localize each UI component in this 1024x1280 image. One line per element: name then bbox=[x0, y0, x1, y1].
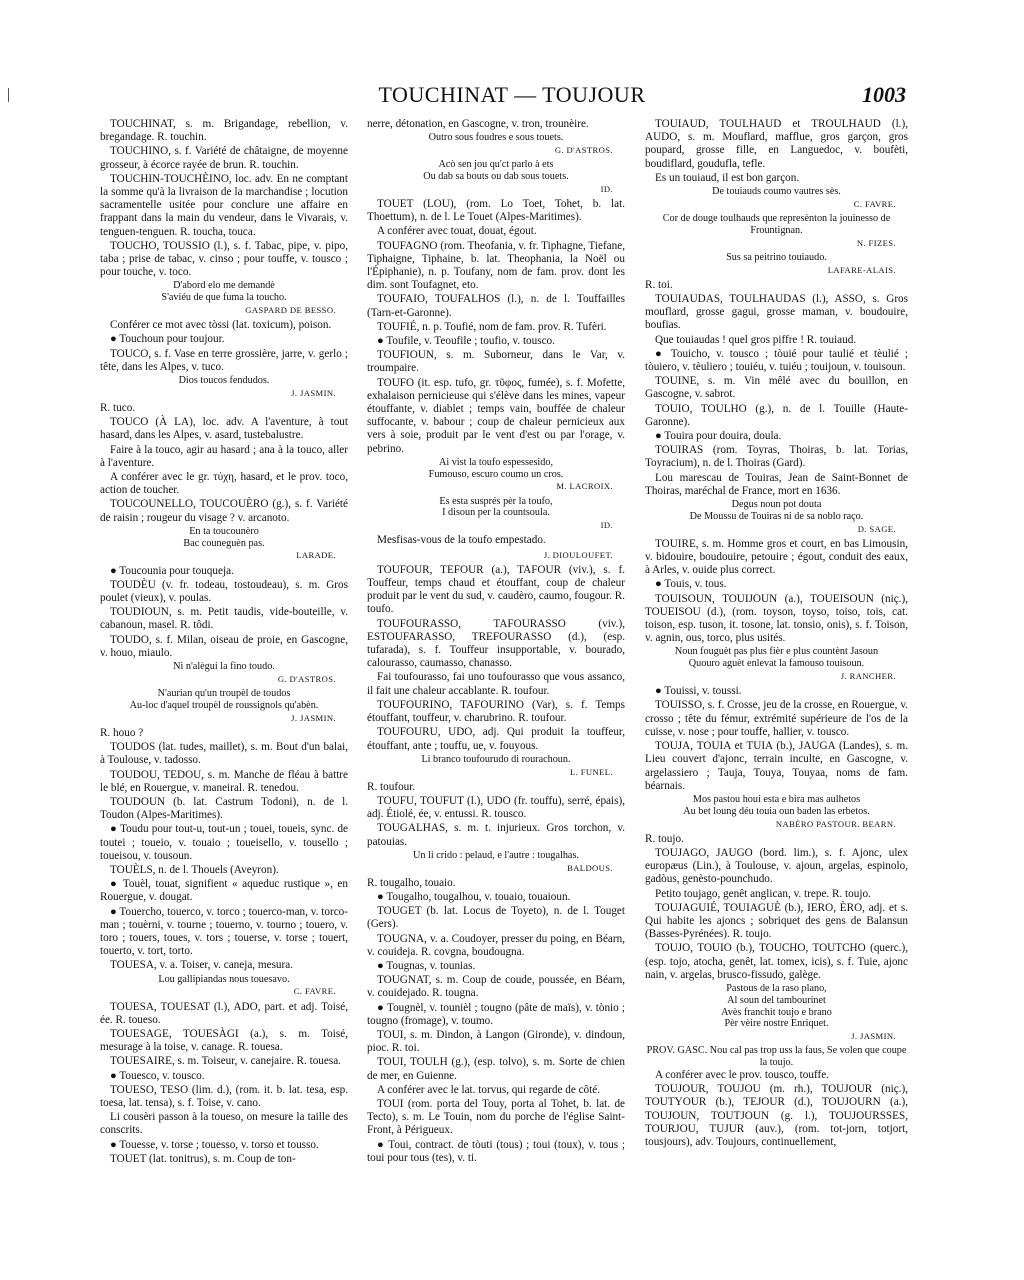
quotation-line: Avès franchit toujo e brano bbox=[721, 1006, 832, 1018]
column-2 bbox=[367, 118, 625, 1198]
quotation-attribution: J. JASMIN. bbox=[291, 387, 336, 398]
dictionary-entry: TOUFIOUN, s. m. Suborneur, dans le Var, v. troumpaire. bbox=[367, 349, 625, 375]
dictionary-entry: TOUJOUR, TOUJOU (m. rh.), TOUJOUR (niç.), TOUTYOUR (b.), TEJOUR (d.), TOUJOURN (a.), TOUJOUN, TOUTJOUN (g. l.), TOUJOURSSES, TOURJOU, TUJUR (auv.), (rom. tot-jorn, totjort, tousjours), adv. Toujours, continuellement, bbox=[645, 1083, 908, 1148]
dictionary-entry: TOUJO, TOUIO (b.), TOUCHO, TOUTCHO (querc.), (esp. tojo, atocha, genêt, lat. tomex, icis), s. f. Tuie, ajonc nain, v. argelas, brusco-fissudo, galège. bbox=[645, 942, 908, 981]
dictionary-entry: ● Touira pour douira, doula. bbox=[655, 430, 782, 443]
dictionary-entry: TOUFIÉ, n. p. Toufié, nom de fam. prov. R. Tufèri. bbox=[377, 320, 607, 333]
dictionary-entry: TOUDO, s. f. Milan, oiseau de proie, en Gascogne, v. houo, miaulo. bbox=[100, 633, 348, 659]
quotation-attribution: GASPARD DE BESSO. bbox=[245, 305, 336, 316]
dictionary-entry: TOUJA, TOUIA et TUIA (b.), JAUGA (Landes), s. m. Lieu couvert d'ajonc, terrain inculte, en Gascogne, v. argelassiero ; Tauja, Touya, Touyaa, noms de fam. béarnais. bbox=[645, 740, 908, 792]
dictionary-entry: ● Toui, contract. de tòuti (tous) ; toui (toux), v. tous ; toui pour tous (tes), v. ti. bbox=[367, 1138, 625, 1164]
quotation-attribution: BALDOUS. bbox=[567, 862, 613, 873]
dictionary-entry: ● Touercho, touerco, v. torco ; touerco-man, v. torco-man ; touèrni, v. tourne ; touerno, v. tourno ; touero, v. toro ; touers, toues, v. tors ; touerse, v. torse ; touert, touerto, v. tort, torto. bbox=[100, 905, 348, 958]
dictionary-entry: TOUET (LOU), (rom. Lo Toet, Tohet, b. lat. Thoettum), n. de l. Le Touet (Alpes-Maritimes). bbox=[367, 198, 625, 224]
dictionary-entry: ● Toudu pour tout-u, tout-un ; touei, toueis, sync. de toutei ; toueio, v. touaio ; toueisello, v. tousello ; toueisou, v. tousoun. bbox=[100, 823, 348, 862]
page-header bbox=[0, 82, 1024, 112]
quotation-attribution: G. D'ASTROS. bbox=[277, 673, 336, 684]
dictionary-entry: TOUI (rom. porta del Touy, porta al Tohet, b. lat. de Tecto), s. m. Le Touin, nom du porche de l'église Saint-Front, à Périgueux. bbox=[367, 1097, 625, 1137]
quotation-line: Dios toucos fendudos. bbox=[178, 375, 270, 387]
quotation-line: Sus sa peitrino touiaudo. bbox=[726, 251, 827, 263]
dictionary-entry: Es un touiaud, il est bon garçon. bbox=[655, 171, 800, 184]
dictionary-entry: R. houo ? bbox=[100, 726, 144, 739]
dictionary-entry: ● Toufile, v. Teoufile ; toufio, v. tousco. bbox=[377, 335, 555, 348]
quotation-attribution: LARADE. bbox=[296, 550, 336, 561]
quotation-attribution: N. FIZES. bbox=[856, 237, 896, 248]
dictionary-entry: TOUIAUD, TOULHAUD et TROULHAUD (l.), AUDO, s. m. Mouflard, mafflue, gros garçon, gros poupard, grosse fille, en Languedoc, v. boufèti, boudiflard, goudufla, tefle. bbox=[645, 118, 908, 170]
page-number: 1003 bbox=[862, 82, 906, 107]
quotation-line: De Moussu de Touiras ni de sa noblo raço. bbox=[689, 510, 864, 522]
dictionary-entry: TOUFO (it. esp. tufo, gr. τῦφος, fumée), s. f. Mofette, exhalaison pernicieuse qui s'élève dans les mines, vapeur étouffante, v. diablet ; temps vain, bouffée de chaleur suffocante, v. babour ; coup de chaleur pernicieux aux vers à soie, produit par le vent d'est ou par l'orage, v. pebrino. bbox=[367, 376, 625, 455]
dictionary-entry: A conférer avec le prov. tousco, touffe. bbox=[655, 1068, 829, 1081]
dictionary-entry: Faire à la touco, agir au hasard ; ana à la touco, aller à l'aventure. bbox=[100, 443, 348, 469]
dictionary-entry: R. tuco. bbox=[100, 402, 136, 415]
dictionary-entry: TOUFU, TOUFUT (l.), UDO (fr. touffu), serré, épais), adj. Étiolé, ée, v. entussi. R. tousco. bbox=[367, 794, 625, 821]
dictionary-entry: ● Touchoun pour toujour. bbox=[110, 333, 225, 346]
dictionary-entry: ● Touèl, touat, signifient « aqueduc rustique », en Rouergue, v. dougat. bbox=[100, 878, 348, 904]
dictionary-entry: TOUET (lat. tonitrus), s. m. Coup de ton- bbox=[110, 1152, 296, 1165]
quotation-line: Pèr vèire nostre Enriquet. bbox=[724, 1018, 829, 1030]
quotation-attribution: J. JASMIN. bbox=[851, 1031, 896, 1042]
dictionary-entry: R. tougalho, touaio. bbox=[367, 876, 456, 889]
dictionary-entry: ● Tougnèl, v. tounièl ; tougno (pâte de maïs), v. tònio ; tougno (fromage), v. toumo. bbox=[367, 1001, 625, 1027]
dictionary-entry: Mesfisas-vous de la toufo empestado. bbox=[377, 534, 546, 547]
dictionary-entry: A conférer avec touat, douat, égout. bbox=[377, 225, 537, 238]
dictionary-entry: TOUI, s. m. Dindon, à Langon (Gironde), v. dindoun, pioc. R. toi. bbox=[367, 1028, 625, 1055]
quotation-line: Au bet loung déu touia oun baden las erbetos. bbox=[683, 805, 870, 817]
dictionary-entry: TOUJAGO, JAUGO (bord. lim.), s. f. Ajonc, ulex europæus (Lin.), à Toulouse, v. ajoun, argelas, espinolo, gadòus, genèsto-pounchudo. bbox=[645, 846, 908, 886]
quotation-line: Au-loc d'aquel troupèl de roussignols qu'abèn. bbox=[129, 699, 319, 711]
dictionary-entry: TOUIRAS (rom. Toyras, Thoiras, b. lat. Torias, Toyracium), n. de l. Thoiras (Gard). bbox=[645, 444, 908, 470]
quotation-line: Acò sen jou qu'ct parlo à ets bbox=[438, 159, 554, 171]
quotation-attribution: ID. bbox=[600, 183, 613, 194]
quotation-line: Ou dab sa bouts ou dab sous touets. bbox=[423, 171, 569, 182]
quotation-attribution: G. D'ASTROS. bbox=[554, 145, 613, 155]
dictionary-entry: TOUGALHAS, s. m. t. injurieux. Gros torchon, v. patouias. bbox=[367, 822, 625, 848]
dictionary-entry: TOUESO, TESO (lim. d.), (rom. it. b. lat. tesa, esp. toesa, lat. tensa), s. f. Toise, v. cano. bbox=[100, 1083, 348, 1109]
quotation-attribution: LAFARE-ALAIS. bbox=[827, 264, 896, 275]
dictionary-entry: TOUDOS (lat. tudes, maillet), s. m. Bout d'un balai, à Toulouse, v. tadosso. bbox=[100, 741, 348, 767]
dictionary-entry: R. toi. bbox=[645, 278, 673, 291]
quotation-line: Mos pastou houi esta e bira mas aulhetos bbox=[692, 793, 861, 805]
dictionary-entry: Lou marescau de Touiras, Jean de Saint-Bonnet de Thoiras, maréchal de France, mort en 1636. bbox=[645, 471, 908, 497]
quotation-line: Ni n'alègui la fino toudo. bbox=[173, 661, 275, 673]
dictionary-entry: TOUDOU, TEDOU, s. m. Manche de fléau à battre le blé, en Rouergue, v. maneiral. R. tenedou. bbox=[100, 768, 348, 794]
dictionary-entry: TOUESAIRE, s. m. Toiseur, v. canejaire. R. touesa. bbox=[110, 1055, 341, 1068]
dictionary-entry: ● Touis, v. tous. bbox=[655, 578, 727, 591]
quotation-line: Degus noun pot douta bbox=[731, 499, 822, 511]
dictionary-entry: TOUFAIO, TOUFALHOS (l.), n. de l. Touffailles (Tarn-et-Garonne). bbox=[367, 293, 625, 319]
quotation-attribution: ID. bbox=[600, 520, 613, 531]
dictionary-entry: Que touiaudas ! quel gros piffre ! R. touiaud. bbox=[655, 333, 857, 346]
quotation-attribution: M. LACROIX. bbox=[556, 481, 613, 492]
column-3 bbox=[645, 118, 908, 1198]
dictionary-entry: TOUCHINAT, s. m. Brigandage, rebellion, v. bregandage. R. touchin. bbox=[100, 118, 348, 144]
dictionary-entry: ● Touissi, v. toussi. bbox=[655, 685, 742, 698]
dictionary-entry: ● Touicho, v. tousco ; tòuié pour taulié et tèulié ; tòuiero, v. tèuliero ; touiéu, v. tuiéu ; touijoun, v. touisoun. bbox=[645, 347, 908, 374]
quotation-line: PROV. GASC. Nou cal pas trop uss la faus, Se volen que coupe la toujo. bbox=[646, 1045, 907, 1069]
dictionary-entry: Petito toujago, genêt anglican, v. trepe. R. toujo. bbox=[655, 887, 871, 900]
quotation-line: Fumouso, escuro coumo un cros. bbox=[428, 468, 564, 480]
quotation-attribution: L. FUNEL. bbox=[570, 766, 613, 777]
quotation-line: I disoun per la countsoula. bbox=[442, 507, 550, 519]
dictionary-entry: TOUGET (b. lat. Locus de Toyeto), n. de l. Touget (Gers). bbox=[367, 905, 625, 931]
dictionary-entry: A conférer avec le gr. τύχη, hasard, et le prov. toco, action de toucher. bbox=[100, 471, 348, 497]
dictionary-entry: TOUFOUR, TEFOUR (a.), TAFOUR (viv.), s. f. Touffeur, temps chaud et étouffant, coup de chaleur produit par le vent du sud, v. caudèro, caumo, fougour. R. toufo. bbox=[367, 563, 625, 616]
quotation-line: Un li crido : pelaud, e l'autre : tougalhas. bbox=[413, 849, 579, 861]
quotation-line: D'abord elo me demandè bbox=[173, 280, 275, 292]
dictionary-entry: ● Touesco, v. tousco. bbox=[110, 1069, 205, 1082]
dictionary-entry: TOUGNAT, s. m. Coup de coude, poussée, en Béarn, v. couidejado. R. tougna. bbox=[367, 974, 625, 1000]
quotation-line: Ai vist la toufo espessesido, bbox=[438, 456, 554, 468]
dictionary-entry: TOUIO, TOULHO (g.), n. de l. Touille (Haute-Garonne). bbox=[645, 402, 908, 428]
quotation-line: Lou gallipiandas nous touesavo. bbox=[158, 973, 290, 985]
running-head: TOUCHINAT — TOUJOUR bbox=[378, 82, 646, 107]
dictionary-entry: ● Touesse, v. torse ; touesso, v. torso et tousso. bbox=[110, 1138, 319, 1151]
dictionary-entry: TOUCOUNELLO, TOUCOUÈRO (g.), s. f. Variété de raisin ; rougeur du visage ? v. arcanoto. bbox=[100, 498, 348, 524]
dictionary-entry: TOUDOUN (b. lat. Castrum Todoni), n. de l. Toudon (Alpes-Maritimes). bbox=[100, 795, 348, 822]
dictionary-entry: TOUÈLS, n. de l. Thouels (Aveyron). bbox=[110, 863, 279, 876]
quotation-line: Bac couneguèn pas. bbox=[183, 537, 265, 549]
dictionary-entry: TOUGNA, v. a. Coudoyer, presser du poing, en Béarn, v. couideja. R. covgna, boudougna. bbox=[367, 932, 625, 958]
quotation-attribution: D. SAGE. bbox=[857, 523, 896, 534]
quotation-line: Quouro aguèt enlevat la famouso touisoun. bbox=[688, 658, 865, 670]
quotation-line: Al soun del tambourinet bbox=[727, 994, 826, 1006]
dictionary-entry: TOUIRE, s. m. Homme gros et court, en bas Limousin, v. bidouire, boudouire, petouire ; égout, conduit des eaux, à Arles, v. ouide plus correct. bbox=[645, 537, 908, 577]
margin-mark bbox=[8, 88, 9, 102]
dictionary-entry: ● Tougnas, v. tounias. bbox=[377, 959, 476, 972]
dictionary-entry: TOUCO (À LA), loc. adv. A l'aventure, à tout hasard, dans les Alpes, v. asard, tustebalustre. bbox=[100, 416, 348, 442]
quotation-line: N'aurian qu'un troupèl de toudos bbox=[157, 688, 291, 700]
dictionary-entry: Conférer ce mot avec tòssi (lat. toxicum), poison. bbox=[110, 319, 332, 332]
quotation-line: En ta toucounèro bbox=[189, 525, 259, 537]
quotation-attribution: J. RANCHER. bbox=[840, 671, 896, 682]
dictionary-entry: nerre, détonation, en Gascogne, v. tron, trounèire. bbox=[367, 118, 589, 130]
quotation-line: Outro sous foudres e sous touets. bbox=[428, 132, 564, 144]
quotation-line: S'aviéu de que fuma la toucho. bbox=[161, 292, 287, 304]
dictionary-entry: TOUFOURINO, TAFOURINO (Var), s. f. Temps étouffant, touffeur, v. charubrino. R. toufour. bbox=[367, 698, 625, 725]
dictionary-entry: TOUIAUDAS, TOULHAUDAS (l.), ASSO, s. Gros mouflard, grosse gagui, grosse maman, v. boudouire, boufias. bbox=[645, 293, 908, 332]
quotation-line: Cor de douge toulhauds que represènton la jouinesso de Frountignan. bbox=[662, 213, 891, 236]
quotation-attribution: C. FAVRE. bbox=[293, 986, 336, 997]
quotation-line: De touiauds coumo vautres sès. bbox=[712, 186, 841, 198]
dictionary-entry: ● Tougalho, tougalhou, v. touaio, touaioun. bbox=[377, 890, 571, 903]
dictionary-entry: TOUDÈU (v. fr. todeau, tostoudeau), s. m. Gros poulet (vieux), v. poulas. bbox=[100, 578, 348, 605]
dictionary-entry: TOUESA, TOUESAT (l.), ADO, part. et adj. Toisé, ée. R. toueso. bbox=[100, 1000, 348, 1026]
dictionary-entry: A conférer avec le lat. torvus, qui regarde de côté. bbox=[377, 1083, 601, 1096]
dictionary-entry: TOUISOUN, TOUIJOUN (a.), TOUEISOUN (niç.), TOUEISOU (d.), (rom. toyson, toyso, toiso, tois, cat. toison, esp. tuson, it. tosone, lat. tonsio, onis), s. f. Toison, v. agnin, ous, torco, plus usités. bbox=[645, 592, 908, 645]
dictionary-entry: ● Toucounia pour touqueja. bbox=[110, 564, 234, 577]
dictionary-entry: TOUISSO, s. f. Crosse, jeu de la crosse, en Rouergue, v. crosso ; tête du fémur, extrémité supérieure de l'os de la cuisse, v. nose ; pour touffe, hallier, v. tousco. bbox=[645, 699, 908, 738]
dictionary-entry: TOUI, TOULH (g.), (esp. tolvo), s. m. Sorte de chien de mer, en Guienne. bbox=[367, 1056, 625, 1082]
dictionary-entry: R. toujo. bbox=[645, 832, 684, 845]
quotation-line: Li branco toufourudo di rourachoun. bbox=[421, 753, 571, 765]
quotation-attribution: J. JASMIN. bbox=[291, 712, 336, 723]
quotation-attribution: C. FAVRE. bbox=[853, 198, 896, 209]
dictionary-entry: R. toufour. bbox=[367, 780, 416, 793]
dictionary-entry: TOUCHO, TOUSSIO (l.), s. f. Tabac, pipe, v. pipo, taba ; prise de tabac, v. cinso ; pour touffe, v. tousco ; pour touche, v. toco. bbox=[100, 239, 348, 279]
dictionary-entry: TOUFAGNO (rom. Theofania, v. fr. Tiphagne, Tiefane, Tiphaigne, Tiphaine, b. lat. Theophania, la Noël ou l'Épiphanie), n. p. Toufany, nom de fam. prov. dont les dim. sont Toufagnet, eto. bbox=[367, 239, 625, 292]
column-1 bbox=[100, 118, 348, 1198]
dictionary-entry: TOUFOURU, UDO, adj. Qui produit la touffeur, étouffant, ante ; touffu, ue, v. fouyous. bbox=[367, 726, 625, 752]
quotation-attribution: NABÈRO PASTOUR. BEARN. bbox=[775, 818, 896, 829]
dictionary-entry: TOUCHINO, s. f. Variété de châtaigne, de moyenne grosseur, à écorce rayée de brun. R. touchin. bbox=[100, 145, 348, 171]
dictionary-entry: Fai toufourasso, fai uno toufourasso que vous assanco, il fait une chaleur accablante. R. toufour. bbox=[367, 671, 625, 697]
dictionary-entry: TOUFOURASSO, TAFOURASSO (viv.), ESTOUFARASSO, TREFOURASSO (d.), (esp. tufarada), s. f. Touffeur insupportable, v. bourado, calourasso, caumasso, chanasso. bbox=[367, 617, 625, 670]
dictionary-entry: Li cousèri passon à la toueso, on mesure la taille des conscrits. bbox=[100, 1111, 348, 1137]
dictionary-entry: TOUDIOUN, s. m. Petit taudis, vide-bouteille, v. cabanoun, masel. R. tôdi. bbox=[100, 606, 348, 632]
dictionary-entry: TOUCO, s. f. Vase en terre grossière, jarre, v. gerlo ; tête, dans les Alpes, v. tuco. bbox=[100, 347, 348, 373]
dictionary-entry: TOUJAGUIÉ, TOUIAGUÈ (b.), IERO, ÈRO, adj. et s. Qui habite les ajoncs ; sobriquet des gens de Balansun (Basses-Pyrénées). R. toujo. bbox=[645, 901, 908, 941]
dictionary-entry: TOUCHIN-TOUCHÈINO, loc. adv. En ne comptant la somme qu'à la livraison de la marchandise ; locution sacramentelle usitée pour conclure une affaire en frappant dans la main du vendeur, dans le Vivarais, v. tenguen-tenguen. R. toucha, touca. bbox=[100, 172, 348, 238]
quotation-attribution: J. DIOULOUFET. bbox=[543, 549, 613, 560]
dictionary-entry: TOUESAGE, TOUESÀGI (a.), s. m. Toisé, mesurage à la toise, v. canage. R. touesa. bbox=[100, 1027, 348, 1054]
quotation-line: Es esta susprés pèr la toufo, bbox=[439, 495, 553, 507]
quotation-line: Noun fouguèt pas plus fièr e plus countènt Jasoun bbox=[674, 646, 879, 658]
dictionary-entry: TOUINE, s. m. Vin mêlé avec du bouillon, en Gascogne, v. sabrot. bbox=[645, 375, 908, 401]
dictionary-entry: TOUESA, v. a. Toiser, v. caneja, mesura. bbox=[110, 959, 294, 972]
quotation-line: Pastous de la raso plano, bbox=[726, 982, 827, 994]
